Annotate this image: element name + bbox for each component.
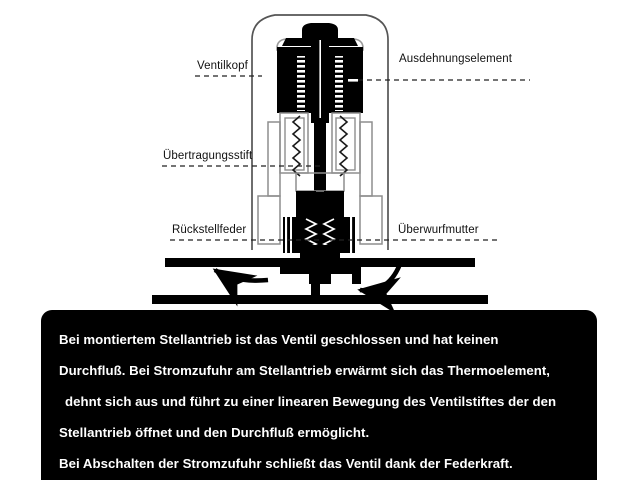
thread-hatch-icon — [335, 56, 343, 111]
flow-arrow-right-icon — [360, 264, 400, 290]
description-line: Durchfluß. Bei Stromzufuhr am Stellantrieb erwärmt sich das Thermoelement, — [59, 363, 551, 378]
label-uebertragungsstift: Übertragungsstift — [163, 150, 253, 162]
label-ueberwurfmutter: Überwurfmutter — [398, 224, 479, 236]
flow-arrow-left-icon — [215, 270, 268, 281]
spring-coil-icon — [293, 116, 300, 176]
thread-hatch-icon — [297, 56, 305, 111]
valve-body-pipes — [152, 245, 488, 304]
label-rueckstellfeder: Rückstellfeder — [172, 224, 247, 236]
description-panel — [41, 310, 597, 480]
description-line: Stellantrieb öffnet und den Durchfluß ermöglicht. — [59, 425, 370, 440]
description-line: Bei Abschalten der Stromzufuhr schließt das Ventil dank der Federkraft. — [59, 456, 513, 471]
description-line: dehnt sich aus und führt zu einer linearen Bewegung des Ventilstiftes der den — [65, 394, 557, 409]
label-ausdehnungselement: Ausdehnungselement — [399, 53, 513, 65]
description-line: Bei montiertem Stellantrieb ist das Ventil geschlossen und hat keinen — [59, 332, 499, 347]
label-ventilkopf: Ventilkopf — [197, 60, 248, 72]
spring-coil-icon — [340, 116, 347, 176]
